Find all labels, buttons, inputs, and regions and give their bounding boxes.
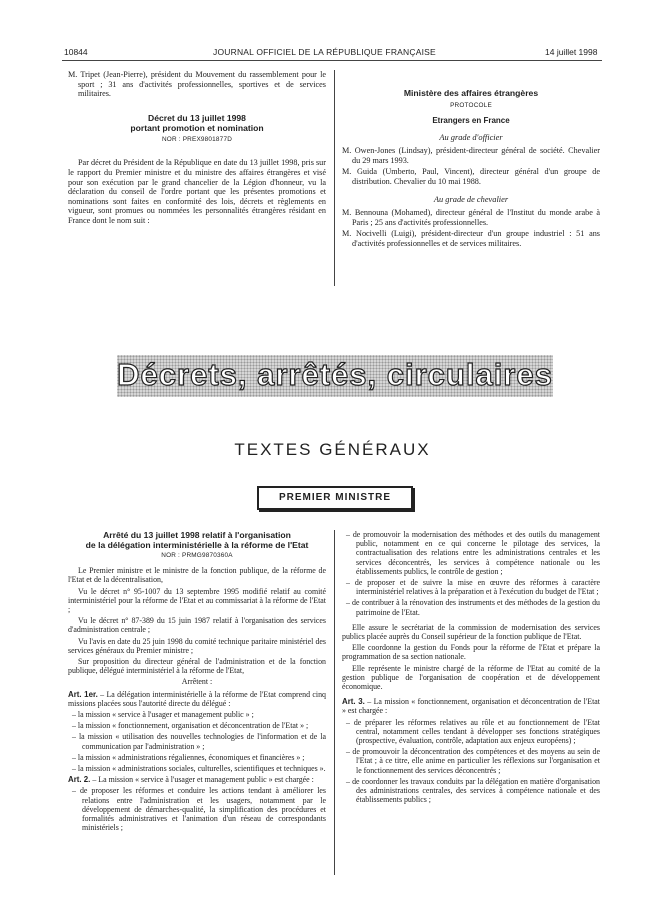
header-date: 14 juillet 1998 [545, 47, 598, 57]
grade-officer-heading: Au grade d'officier [439, 132, 503, 142]
art1-label: Art. 1er. [68, 689, 98, 699]
art2-item: – de proposer et de suivre la mise en œuvre des réformes à caractère interministériel relatives à la préparation et à l'exécution du budget de l'Etat ; [346, 578, 600, 597]
art3-item: – de promouvoir la déconcentration des compétences et des moyens au sein de l'Etat ; à ce titre, elle anime en particulier les réflexions sur l'organisation et le fonctionnement des services déconcentrés ; [346, 747, 600, 775]
art2-secretariat: Elle assure le secrétariat de la commission de modernisation des services publics placée auprès du Conseil supérieur de la fonction publique de l'Etat. [342, 622, 600, 642]
art1-item: – la mission « administrations régaliennes, économiques et financières » ; [72, 752, 305, 762]
arrete-title-line-2: de la délégation interministérielle à la réforme de l'Etat [85, 540, 309, 550]
art2-comite: Elle représente le ministre chargé de la réforme de l'Etat au comité de la gestion publique de l'organisation de coopération et de développement économique. [342, 663, 600, 692]
art3-text: – La mission « fonctionnement, organisation et déconcentration de l'Etat » est chargée : [342, 697, 600, 716]
section-title: TEXTES GÉNÉRAUX [234, 440, 431, 459]
journal-title: JOURNAL OFFICIEL DE LA RÉPUBLIQUE FRANÇAISE [213, 47, 436, 57]
arrete-preamble-4: Vu l'avis en date du 25 juin 1998 du comité technique paritaire ministériel des services généraux du Premier ministre ; [68, 636, 326, 655]
header-rule [62, 60, 602, 61]
arrete-preamble-1: Le Premier ministre et le ministre de la fonction publique, de la réforme de l'Etat et de la décentralisation, [68, 566, 326, 585]
arrete-preamble-2: Vu le décret n° 95-1007 du 13 septembre 1995 modifié relatif au comité interministériel pour la réforme de l'Etat et au commissariat à la réforme de l'Etat ; [68, 586, 326, 615]
art1-item: – la mission « service à l'usager et management public » ; [72, 710, 254, 720]
intro-entry: M. Tripet (Jean-Pierre), président du Mouvement du rassemblement pour le sport ; 31 ans d'activités professionnelles, sportives et de services militaires. [68, 70, 326, 99]
decree-nor: NOR : PREX9801877D [161, 135, 233, 143]
section-banner [117, 355, 553, 397]
art2-item: – de proposer les réformes et conduire les actions tendant à améliorer les relations entre l'administration et les usagers, notamment par le développement de démarches-qualité, la simplification des procédures et formalités administratives et l'animation d'un réseau de correspondants ministériels ; [72, 786, 326, 833]
art2-item: – de contribuer à la rénovation des instruments et des méthodes de la gestion du patrimoine de l'Etat. [346, 598, 600, 617]
art2-item: – de promouvoir la modernisation des méthodes et des outils du management public, notamment en ce qui concerne le pilotage des services, la contractualisation des relations entre les administrations centrales et les services déconcentrés, les services à compétence nationale ou les établissements publics, le contrôle de gestion ; [346, 530, 600, 576]
arrete-right-column [342, 530, 600, 806]
art1-text: – La délégation interministérielle à la réforme de l'Etat comprend cinq missions placées sous l'autorité directe du délégué : [68, 689, 326, 708]
art3-label: Art. 3. [342, 697, 365, 707]
page-number: 10844 [64, 47, 88, 57]
banner-title: Décrets, arrêtés, circulaires [117, 357, 553, 392]
top-right-column [342, 88, 600, 251]
decree-body: Par décret du Président de la République en date du 13 juillet 1998, pris sur le rapport du Premier ministre et du ministre des affaires étrangères et visé pour son exécution par le grand chancelier de la Légion d'honneur, vu la déclaration du conseil de l'ordre portant que les présentes promotions et nominations sont faites en conformité des lois, décrets et règlements en vigueur, sont promues ou nommées les personnalités étrangères résidant en France dont le nom suit : [68, 158, 326, 225]
arrete-nor: NOR : PRMG9870360A [161, 552, 233, 559]
arrete-preamble-5: Sur proposition du directeur général de l'administration et de la fonction publique, délégué interministériel à la réforme de l'Etat, [68, 657, 326, 676]
knight-entry-1: M. Bennouna (Mohamed), directeur général de l'Institut du monde arabe à Paris ; 25 ans d'activités professionnelles. [342, 208, 600, 227]
officer-entry-2: M. Guida (Umberto, Paul, Vincent), directeur général d'un groupe de distribution. Chevalier du 10 mai 1988. [342, 167, 600, 186]
top-column-divider [334, 70, 335, 286]
bottom-column-divider [334, 530, 335, 875]
decree-title-line-1: Décret du 13 juillet 1998 [148, 112, 246, 123]
protocol-heading: PROTOCOLE [450, 102, 492, 109]
ministry-heading: Ministère des affaires étrangères [403, 88, 539, 98]
art1-item: – la mission « utilisation des nouvelles technologies de l'information et de la communication par l'administration » ; [72, 732, 326, 751]
knight-entry-2: M. Nocivelli (Luigi), président-directeur d'un groupe industriel : 51 ans d'activités professionnelles et de services militaires. [342, 229, 600, 248]
arrete-left-column [68, 530, 326, 834]
art2-text: – La mission « service à l'usager et management public » est chargée : [92, 775, 314, 785]
art1-item: – la mission « fonctionnement, organisation et déconcentration de l'Etat » ; [72, 721, 309, 731]
arretent: Arrêtent : [181, 677, 213, 687]
art3-item: – de coordonner les travaux conduits par la délégation en matière d'organisation des administrations centrales, des services à compétence nationale et des établissements publics ; [346, 776, 600, 805]
officer-entry-1: M. Owen-Jones (Lindsay), président-directeur général de société. Chevalier du 29 mars 1993. [342, 146, 600, 165]
subsection-heading: Etrangers en France [432, 115, 510, 125]
ministry-box: PREMIER MINISTRE [257, 486, 413, 510]
art2-label: Art. 2. [68, 775, 91, 785]
grade-knight-heading: Au grade de chevalier [433, 194, 509, 204]
art2-fonds: Elle coordonne la gestion du Fonds pour la réforme de l'Etat et prépare la programmation de sa section nationale. [342, 643, 600, 662]
decree-title-line-2: portant promotion et nomination [130, 122, 264, 133]
top-left-column [68, 70, 326, 228]
arrete-title-line-1: Arrêté du 13 juillet 1998 relatif à l'organisation [103, 530, 291, 540]
art3-item: – de préparer les réformes relatives au rôle et au fonctionnement de l'Etat central, notamment celles tendant à développer ses fonctions stratégiques (prospective, évaluation, contrôle, adaptation aux enjeux européens) ; [346, 717, 600, 746]
art1-item: – la mission « administrations sociales, culturelles, scientifiques et techniques ». [72, 764, 326, 774]
arrete-preamble-3: Vu le décret n° 87-389 du 15 juin 1987 relatif à l'organisation des services d'administration centrale ; [68, 616, 326, 635]
